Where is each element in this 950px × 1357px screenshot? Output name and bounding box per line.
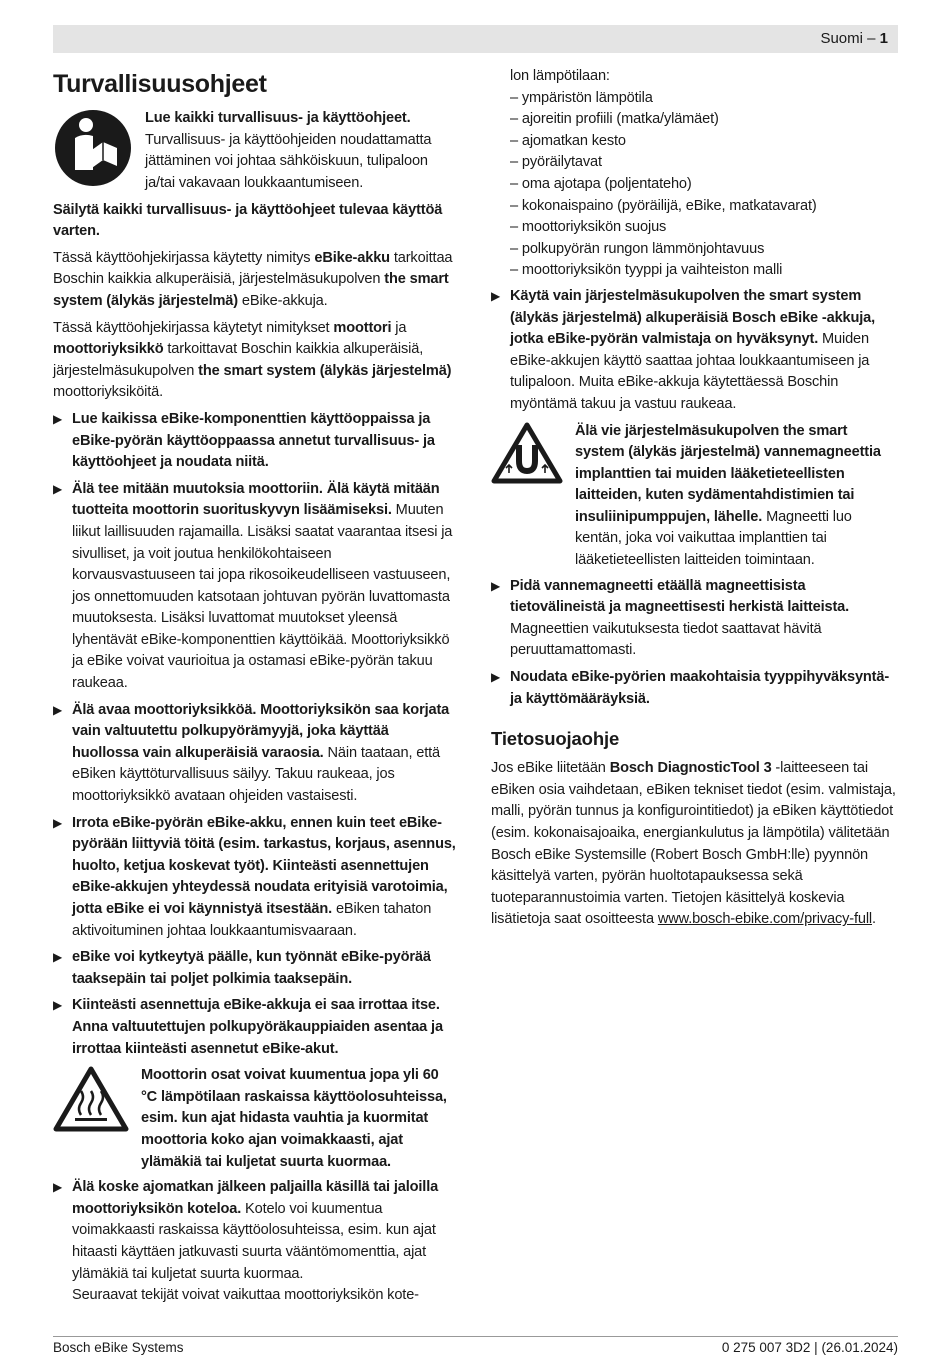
bullet-item <box>53 700 458 808</box>
bullet-item <box>491 667 897 710</box>
bullet-bold: Älä koske ajomatkan jälkeen paljailla käsillä tai jaloilla moottoriyksikön koteloa. <box>72 1179 439 1217</box>
text-run: . <box>872 911 876 928</box>
text-run-bold: eBike-akku <box>314 249 390 266</box>
magnet-warning-block <box>491 421 897 572</box>
list-item: – kokonaispaino (pyöräilijä, eBike, matkatavarat) <box>510 196 897 218</box>
list-item: – moottoriyksikön tyyppi ja vaihteiston malli <box>510 260 897 282</box>
read-manual-block <box>53 108 458 196</box>
bullet-triangle-icon: ▶ <box>53 702 63 717</box>
bullet-text: Muiden eBike-akkujen käyttö saattaa johtaa loukkaantumiseen ja tulipaloon. Muita eBike-akkuja käytettäessä Boschin myöntämä takuu ja vastuu raukeaa. <box>510 331 870 412</box>
bullet-triangle-icon: ▶ <box>53 1180 63 1195</box>
hot-surface-block <box>53 1065 458 1173</box>
right-column <box>491 66 897 936</box>
bullet-text: Näin taataan, että eBiken käyttöturvallisuus säilyy. Takuu raukeaa, jos moottoriyksikkö avataan ohjeiden vastaisesti. <box>72 744 441 805</box>
magnet-warning-text <box>575 421 897 572</box>
magnet-rest: Magneetti luo kentän, joka voi vaikuttaa implanttien tai lääketieteellisten laitteiden toimintaan. <box>575 508 852 569</box>
bullet-triangle-icon: ▶ <box>53 998 63 1013</box>
bullet-text: Magneettien vaikutuksesta tiedot saattavat hävitä peruuttamattomasti. <box>510 620 822 659</box>
text-run: Tässä käyttöohjekirjassa käytetty nimitys <box>53 249 315 266</box>
page-title: Turvallisuusohjeet <box>53 70 267 98</box>
bullet-bold: Pidä vannemagneetti etäällä magneettisista tietovälineistä ja magneettisesti herkistä laitteista. <box>510 577 850 616</box>
footer-doc-number: 0 275 007 3D2 | (26.01.2024) <box>721 1340 898 1355</box>
list-item: – pyöräilytavat <box>510 152 897 174</box>
bullet-text: Lue kaikissa eBike-komponenttien käyttöoppaissa ja eBike-pyörän käyttöoppaassa annetut turvallisuus- ja käyttöohjeet ja noudata niitä. <box>72 410 435 471</box>
bullet-bold: Käytä vain järjestelmäsukupolven the smart system (älykäs järjestelmä) alkuperäisiä Bosch eBike -akkuja, jotka eBike-pyörän valmistaja on hyväksynyt. <box>510 287 876 348</box>
bullet-bold: Irrota eBike-pyörän eBike-akku, ennen kuin teet eBike-pyörään liittyviä töitä (esim. tarkastus, korjaus, asennus, huolto, ketjua koskevat työt). Kiinteästi asennettujen eBike-akkujen yhteydessä noudata erityisiä varotoimia, jotta eBike ei voi käynnistyä itsestään. <box>72 814 456 917</box>
text-run: Tässä käyttöohjekirjassa käytetyt nimitykset <box>53 319 334 336</box>
keep-instructions: Säilytä kaikki turvallisuus- ja käyttöohjeet tulevaa käyttöä varten. <box>53 201 443 240</box>
motor-term-paragraph <box>53 318 458 404</box>
list-item: – ajomatkan kesto <box>510 131 897 153</box>
header-separator: – <box>867 30 876 47</box>
hot-surface-icon <box>53 1065 129 1173</box>
list-item: – moottoriyksikön suojus <box>510 217 897 239</box>
bullet-item <box>53 813 458 943</box>
bullet-item <box>53 995 458 1060</box>
bullet-triangle-icon: ▶ <box>53 411 63 426</box>
bullet-text: eBike voi kytkeytyä päälle, kun työnnät eBike-pyörää taaksepäin tai poljet polkimia taaksepäin. <box>72 949 431 987</box>
footer-divider <box>53 1336 898 1337</box>
text-run-bold: Bosch DiagnosticTool 3 <box>609 760 772 777</box>
text-run: tarkoittavat Boschin kaikkia alkuperäisiä, järjestelmäsukupolven <box>53 341 424 379</box>
bullet-item <box>53 479 458 695</box>
magnet-warning-icon <box>491 421 563 572</box>
bullet-item <box>53 1177 458 1307</box>
text-run: ja <box>391 319 407 336</box>
bullet-text: Noudata eBike-pyörien maakohtaisia tyyppihyväksyntä- ja käyttömääräyksiä. <box>510 669 890 707</box>
bullet-item <box>53 947 458 990</box>
text-run-bold: the smart system (älykäs järjestelmä) <box>198 362 452 379</box>
bullet-bold: Älä avaa moottoriyksikköä. Moottoriyksikön saa korjata vain valtuutettu polkupyörämyyjä, joka käyttää huollossa vain alkuperäisiä varaosia. <box>72 701 450 761</box>
factor-intro: lon lämpötilaan: <box>510 68 610 84</box>
bullet-text: Kotelo voi kuumentua voimakkaasti raskaissa käyttöolosuhteissa, esim. kun ajat hitaasti käyttäen jatkuvasti suurta vääntömomenttia, ajat ylämäkiä tai kuljetat suurta kuormaa. <box>72 1200 436 1282</box>
bullet-triangle-icon: ▶ <box>491 670 501 685</box>
bullet-triangle-icon: ▶ <box>491 578 501 593</box>
list-item: – ympäristön lämpötila <box>510 88 897 110</box>
intro-bold: Lue kaikki turvallisuus- ja käyttöohjeet. <box>145 110 411 126</box>
text-run: moottoriyksiköitä. <box>53 384 164 401</box>
battery-term-paragraph <box>53 248 458 313</box>
factor-list <box>510 88 897 282</box>
read-manual-icon <box>53 108 133 196</box>
privacy-heading: Tietosuojaohje <box>491 728 620 750</box>
text-run: eBike-akkuja. <box>237 292 328 309</box>
list-item: – polkupyörän rungon lämmönjohtavuus <box>510 239 897 261</box>
bullet-triangle-icon: ▶ <box>491 288 501 303</box>
bullet-triangle-icon: ▶ <box>53 815 63 830</box>
text-run-bold: moottoriyksikkö <box>53 341 164 358</box>
intro-text <box>145 108 458 196</box>
text-run-bold: the smart system (älykäs järjestelmä) <box>53 271 449 309</box>
text-run: Jos eBike liitetään <box>491 760 610 777</box>
intro-rest: Turvallisuus- ja käyttöohjeiden noudattamatta jättäminen voi johtaa sähköiskuun, tulipaloon ja/tai vakavaan loukkaantumiseen. <box>145 131 432 191</box>
list-item: – ajoreitin profiili (matka/ylämäet) <box>510 109 897 131</box>
text-run-bold: moottori <box>333 319 392 336</box>
text-run: -laitteeseen tai eBiken osia vaihdetaan, eBiken tekniset tiedot (esim. valmistaja, malli, pyörän tunnus ja konfigurointitiedot) ja eBiken käyttötiedot (esim. kokonaisajoaika, energiankulutus ja lämpötila) välitetään Bosch eBike Systemsille (Robert Bosch GmbH:lle) pyynnön käsittelyä varten, pyörän huoltotapauksessa sekä tuoteparannustoimia varten. Tietojen käsittelyä koskevia lisätietoja saat osoitteesta <box>491 760 896 928</box>
bullet-text: Kiinteästi asennettuja eBike-akkuja ei saa irrottaa itse. Anna valtuutettujen polkupyöräkauppiaiden asentaa ja irrottaa kiinteästi asennetut eBike-akut. <box>72 997 443 1057</box>
bullet-bold: Älä tee mitään muutoksia moottoriin. Älä käytä mitään tuotteita moottorin suorituskyvyn lisäämiseksi. <box>72 480 440 519</box>
bullet-text: eBiken tahaton aktivoituminen johtaa loukkaantumisvaaraan. <box>72 901 432 939</box>
bullet-triangle-icon: ▶ <box>53 481 63 496</box>
list-item: – oma ajotapa (poljentateho) <box>510 174 897 196</box>
page-number: 1 <box>879 30 888 47</box>
heat-warning-text: Moottorin osat voivat kuumentua jopa yli 60 °C lämpötilaan raskaissa käyttöolosuhteissa, esim. kun ajat hidasta vauhtia ja kuormitat moottoria koko ajan voimakkaasti, ajat ylämäkiä tai kuljetat suurta kuormaa. <box>141 1067 447 1170</box>
bullet-text: Muuten liikut laillisuuden rajamailla. Lisäksi saatat vaarantaa itsesi ja sivulliset, ja voit joutua henkilökohtaiseen korvausvastuuseen tai jopa rikosoikeudelliseen vastuuseen, jos onnettomuuden katsotaan johtuvan pyörän luvattomasta muutoksesta. Lisäksi luvattomat muutokset yleensä lyhentävät eBike-komponenttien käyttöikää. Moottoriyksikkö ja eBike voivat vaurioitua ja ostamasi eBike-pyörän takuu raukeaa. <box>72 502 453 692</box>
bullet-triangle-icon: ▶ <box>53 950 63 965</box>
footer-company: Bosch eBike Systems <box>53 1340 184 1355</box>
header-language: Suomi <box>820 30 863 47</box>
bullet-item <box>491 286 897 416</box>
left-column <box>53 66 458 1307</box>
privacy-link[interactable]: www.bosch-ebike.com/privacy-full <box>657 911 873 928</box>
bullet-item <box>53 409 458 474</box>
magnet-bold: Älä vie järjestelmäsukupolven the smart system (älykäs järjestelmä) vannemagneettia implanttien tai muiden lääketieteellisten laitteiden, kuten sydämentahdistimien tai insuliinipumppujen, lähelle. <box>575 422 881 525</box>
bullet-item <box>491 576 897 662</box>
page-header-bar <box>53 25 898 53</box>
text-run: tarkoittaa Boschin kaikkia alkuperäisiä, järjestelmäsukupolven <box>53 249 453 288</box>
privacy-paragraph <box>491 758 897 931</box>
bullet-tail-text: Seuraavat tekijät voivat vaikuttaa moottoriyksikön kote- <box>72 1287 419 1304</box>
page-header <box>820 30 888 48</box>
